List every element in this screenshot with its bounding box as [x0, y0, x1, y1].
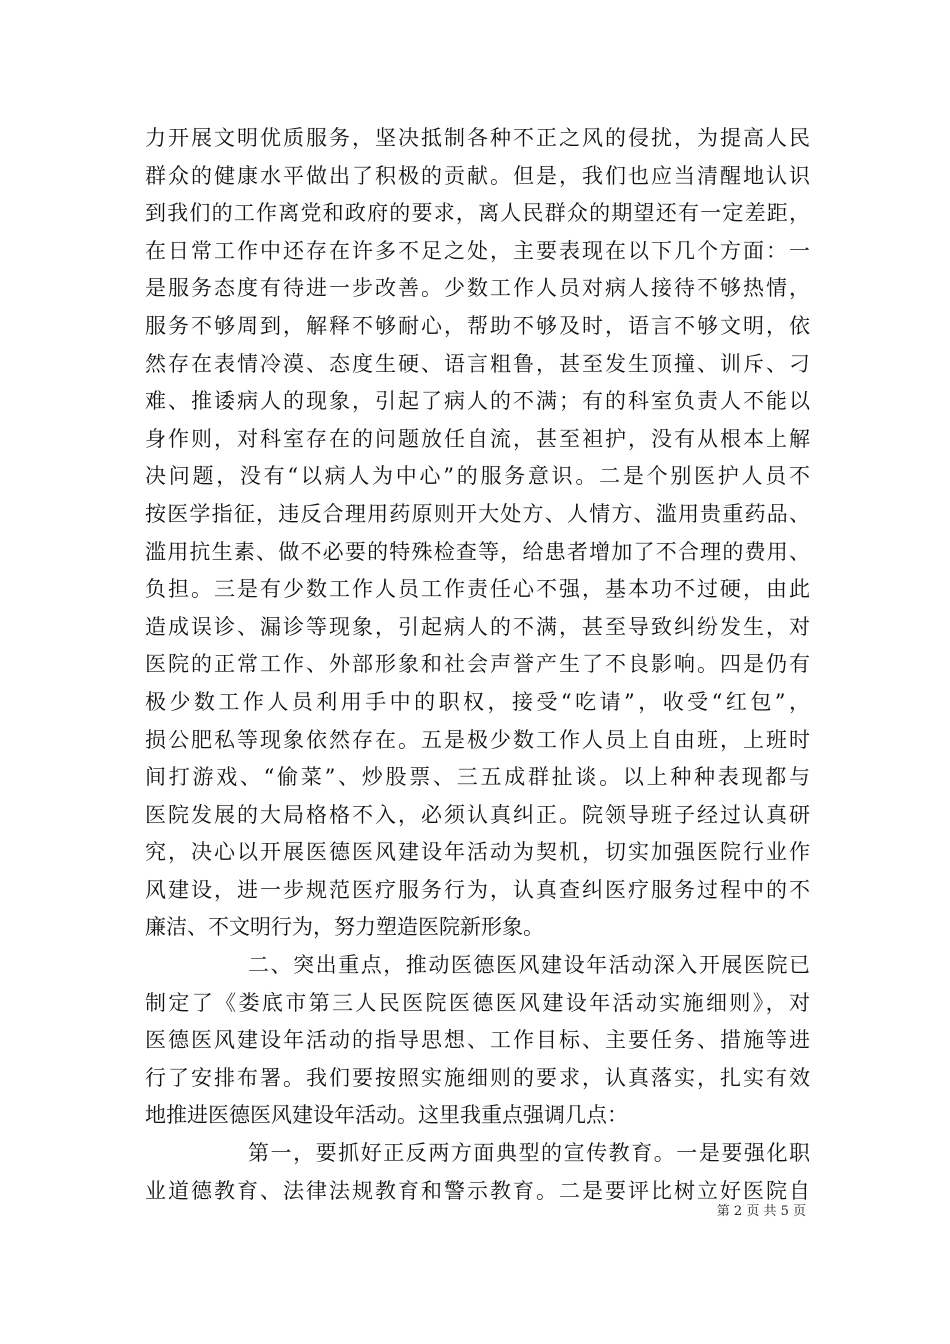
text-line: 造成误诊、漏诊等现象，引起病人的不满，甚至导致纠纷发生，对	[145, 614, 810, 639]
text-line: 力开展文明优质服务，坚决抵制各种不正之风的侵扰，为提高人民	[145, 126, 810, 150]
text-line: 业道德教育、法律法规教育和警示教育。二是要评比树立好医院自	[145, 1178, 810, 1203]
text-line: 极少数工作人员利用手中的职权，接受“吃请”，收受“红包”，	[145, 689, 810, 714]
text-line: 服务不够周到，解释不够耐心，帮助不够及时，语言不够文明，依	[145, 313, 810, 338]
text-line: 群众的健康水平做出了积极的贡献。但是，我们也应当清醒地认识	[145, 163, 810, 188]
section-heading-line: 二、突出重点，推动医德医风建设年活动深入开展医院已	[248, 953, 810, 978]
text-line: 损公肥私等现象依然存在。五是极少数工作人员上自由班，上班时	[145, 727, 810, 752]
text-line: 制定了《娄底市第三人民医院医德医风建设年活动实施细则》，对	[145, 990, 810, 1015]
page-number-footer: 第 2 页 共 5 页	[716, 1204, 806, 1219]
text-line: 风建设，进一步规范医疗服务行为，认真查纠医疗服务过程中的不	[145, 877, 810, 902]
text-line: 决问题，没有“以病人为中心”的服务意识。二是个别医护人员不	[145, 464, 810, 489]
text-line: 在日常工作中还存在许多不足之处，主要表现在以下几个方面：一	[145, 238, 810, 263]
text-line: 地推进医德医风建设年活动。这里我重点强调几点：	[145, 1103, 628, 1128]
text-line: 负担。三是有少数工作人员工作责任心不强，基本功不过硬，由此	[145, 577, 810, 602]
document-body	[145, 120, 810, 1210]
text-line: 难、推诿病人的现象，引起了病人的不满；有的科室负责人不能以	[145, 389, 810, 414]
text-line: 按医学指征，违反合理用药原则开大处方、人情方、滥用贵重药品、	[145, 501, 810, 526]
text-line: 然存在表情冷漠、态度生硬、语言粗鲁，甚至发生顶撞、训斥、刁	[145, 351, 810, 376]
text-line: 医院发展的大局格格不入，必须认真纠正。院领导班子经过认真研	[145, 802, 810, 827]
paragraph-start-line: 第一，要抓好正反两方面典型的宣传教育。一是要强化职	[248, 1141, 810, 1166]
text-line: 医德医风建设年活动的指导思想、工作目标、主要任务、措施等进	[145, 1028, 810, 1053]
text-line: 到我们的工作离党和政府的要求，离人民群众的期望还有一定差距，	[145, 201, 810, 226]
text-line: 医院的正常工作、外部形象和社会声誉产生了不良影响。四是仍有	[145, 652, 810, 677]
text-line: 间打游戏、“偷菜”、炒股票、三五成群扯谈。以上种种表现都与	[145, 765, 810, 790]
text-line: 是服务态度有待进一步改善。少数工作人员对病人接待不够热情，	[145, 276, 810, 301]
text-line: 廉洁、不文明行为，努力塑造医院新形象。	[145, 915, 544, 940]
text-line: 滥用抗生素、做不必要的特殊检查等，给患者增加了不合理的费用、	[145, 539, 810, 564]
text-line: 究，决心以开展医德医风建设年活动为契机，切实加强医院行业作	[145, 840, 810, 865]
text-line: 行了安排布署。我们要按照实施细则的要求，认真落实，扎实有效	[145, 1065, 810, 1090]
text-line: 身作则，对科室存在的问题放任自流，甚至袒护，没有从根本上解	[145, 426, 810, 451]
